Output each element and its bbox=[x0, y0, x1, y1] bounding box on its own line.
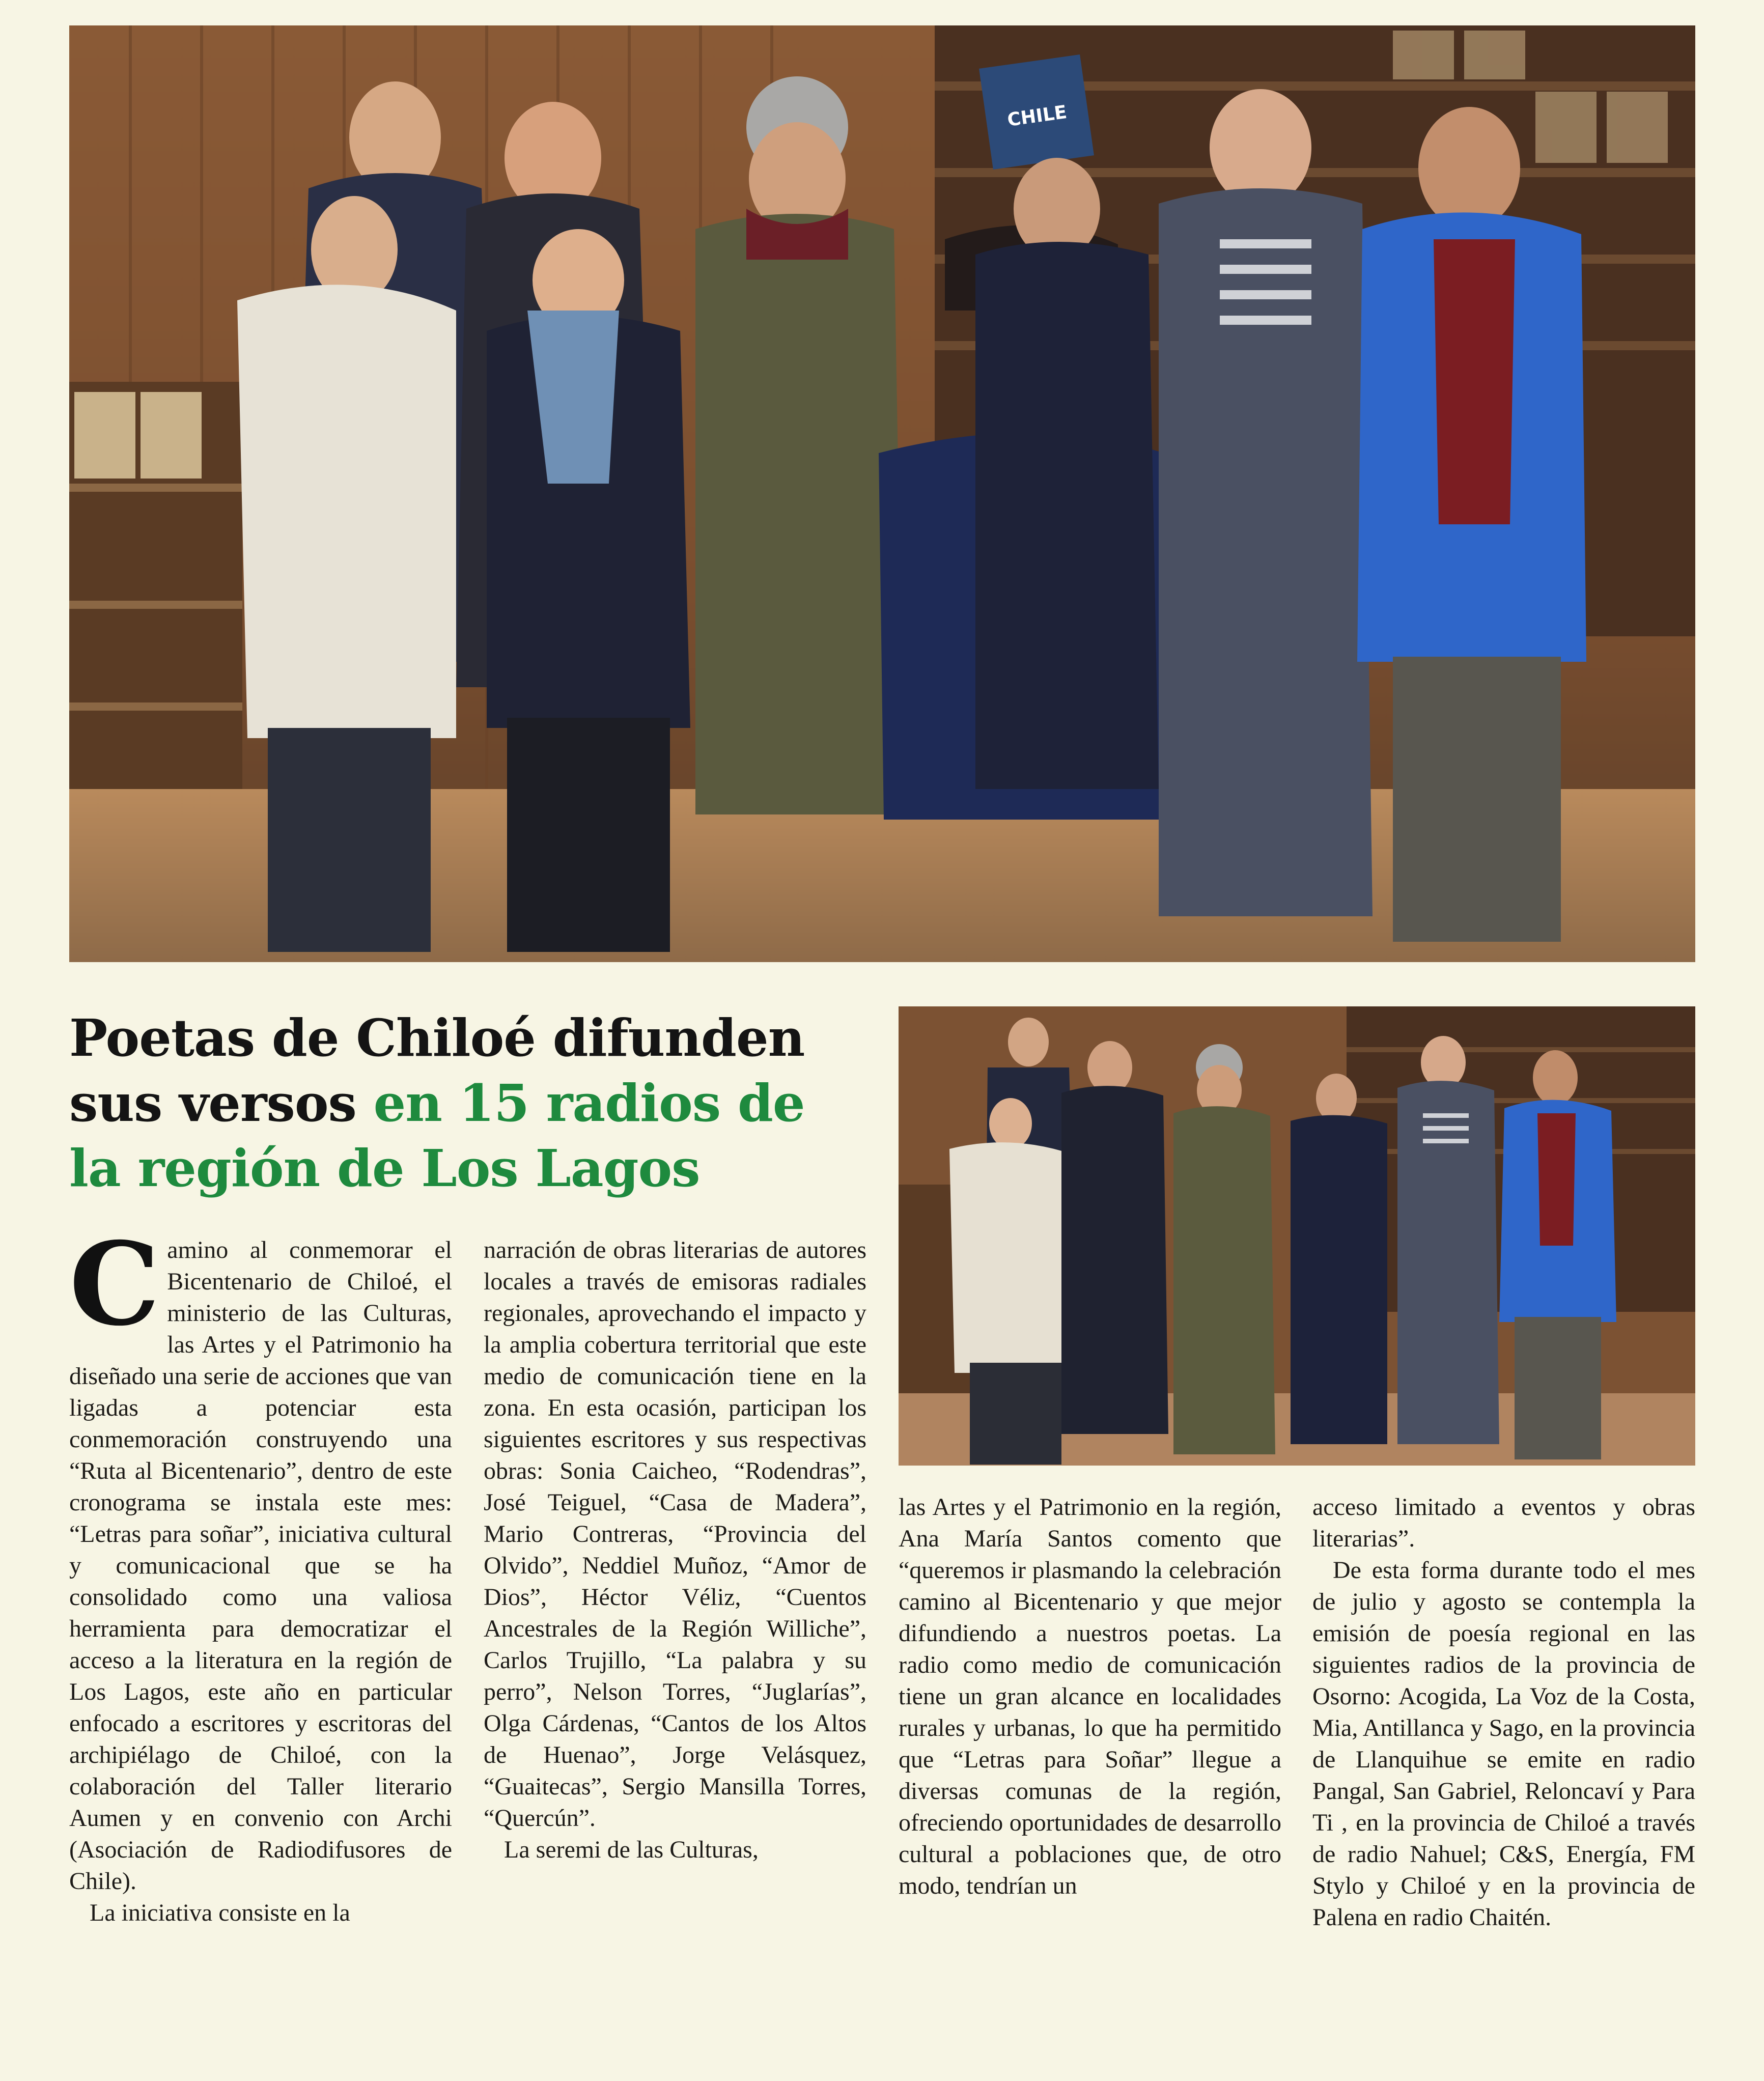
main-photo-illustration bbox=[69, 25, 1695, 962]
article-column-4 bbox=[1312, 1492, 1695, 1933]
column-4-paragraph-1: acceso limitado a eventos y obras literarias”. bbox=[1312, 1494, 1695, 1552]
sign-text: CHILE bbox=[1006, 101, 1069, 131]
column-2-paragraph-1: narración de obras literarias de autores locales a través de emisoras radiales regionales, aprovechando el impacto y la amplia cobertura territorial que este medio de comunicación tiene en la zona. En esta ocasión, participan los siguientes escritores y sus respectivas obras: Sonia Caicheo, “Rodendras”, José Teiguel, “Casa de Madera”, Mario Contreras, “Provincia del Olvido”, Neddiel Muñoz, “Amor de Dios”, Héctor Véliz, “Cuentos Ancestrales de la Región Williche”, Carlos Trujillo, “La palabra y su perro”, Nelson Torres, “Juglarías”, Olga Cárdenas, “Cantos de los Altos de Huenao”, Jorge Velásquez, “Guaitecas”, Sergio Mansilla Torres, “Quercún”. bbox=[484, 1236, 866, 1832]
article-column-3 bbox=[899, 1492, 1281, 1902]
article-column-2 bbox=[484, 1234, 866, 1866]
headline-black: Poetas de Chiloé difunden sus versos bbox=[69, 1008, 805, 1133]
headline-green: en 15 radios de la región de Los Lagos bbox=[69, 1073, 805, 1198]
column-1-paragraph-1 bbox=[69, 1217, 452, 1897]
column-1-paragraph-2: La iniciativa consiste en la bbox=[90, 1899, 350, 1926]
column-4-paragraph-2: De esta forma durante todo el mes de julio y agosto se contempla la emisión de poesía regional en las siguientes radios de la provincia de Osorno: Acogida, La Voz de la Costa, Mia, Antillanca y Sago, en la provincia de Llanquihue se emite en radio Pangal, San Gabriel, Reloncaví y Para Ti , en la provincia de Chiloé a través de radio Nahuel; C&S, Energía, FM Stylo y Chiloé y en la provincia de Palena en radio Chaitén. bbox=[1312, 1557, 1695, 1931]
article-column-1 bbox=[69, 1217, 452, 1929]
second-group-photo bbox=[899, 1006, 1695, 1466]
article-headline bbox=[69, 1005, 863, 1201]
column-2-paragraph-2: La seremi de las Culturas, bbox=[504, 1836, 759, 1863]
main-group-photo bbox=[69, 25, 1695, 962]
column-3-paragraph-1: las Artes y el Patrimonio en la región, Ana María Santos comento que “queremos ir plasmando la celebración camino al Bicentenario y que mejor difundiendo a nuestros poetas. La radio como medio de comunicación tiene un gran alcance en localidades rurales y urbanas, lo que ha permitido que “Letras para Soñar” llegue a diversas comunas de la región, ofreciendo oportunidades de desarrollo cultural a poblaciones que, de otro modo, tendrían un bbox=[899, 1494, 1281, 1899]
column-1-text-1: amino al conmemorar el Bicentenario de Chiloé, el ministerio de las Culturas, las Artes y el Patrimonio ha diseñado una serie de acciones que van ligadas a potenciar esta conmemoración construyendo una “Ruta al Bicentenario”, dentro de este cronograma se instala este mes: “Letras para soñar”, iniciativa cultural y comunicacional que se ha consolidado como una valiosa herramienta para democratizar el acceso a la literatura en la región de Los Lagos, este año en particular enfocado a escritores y escritoras del archipiélago de Chiloé, con la colaboración del Taller literario Aumen y en convenio con Archi (Asociación de Radiodifusores de Chile). bbox=[69, 1236, 452, 1895]
second-photo-illustration bbox=[899, 1006, 1695, 1466]
drop-cap: C bbox=[69, 1217, 160, 1351]
